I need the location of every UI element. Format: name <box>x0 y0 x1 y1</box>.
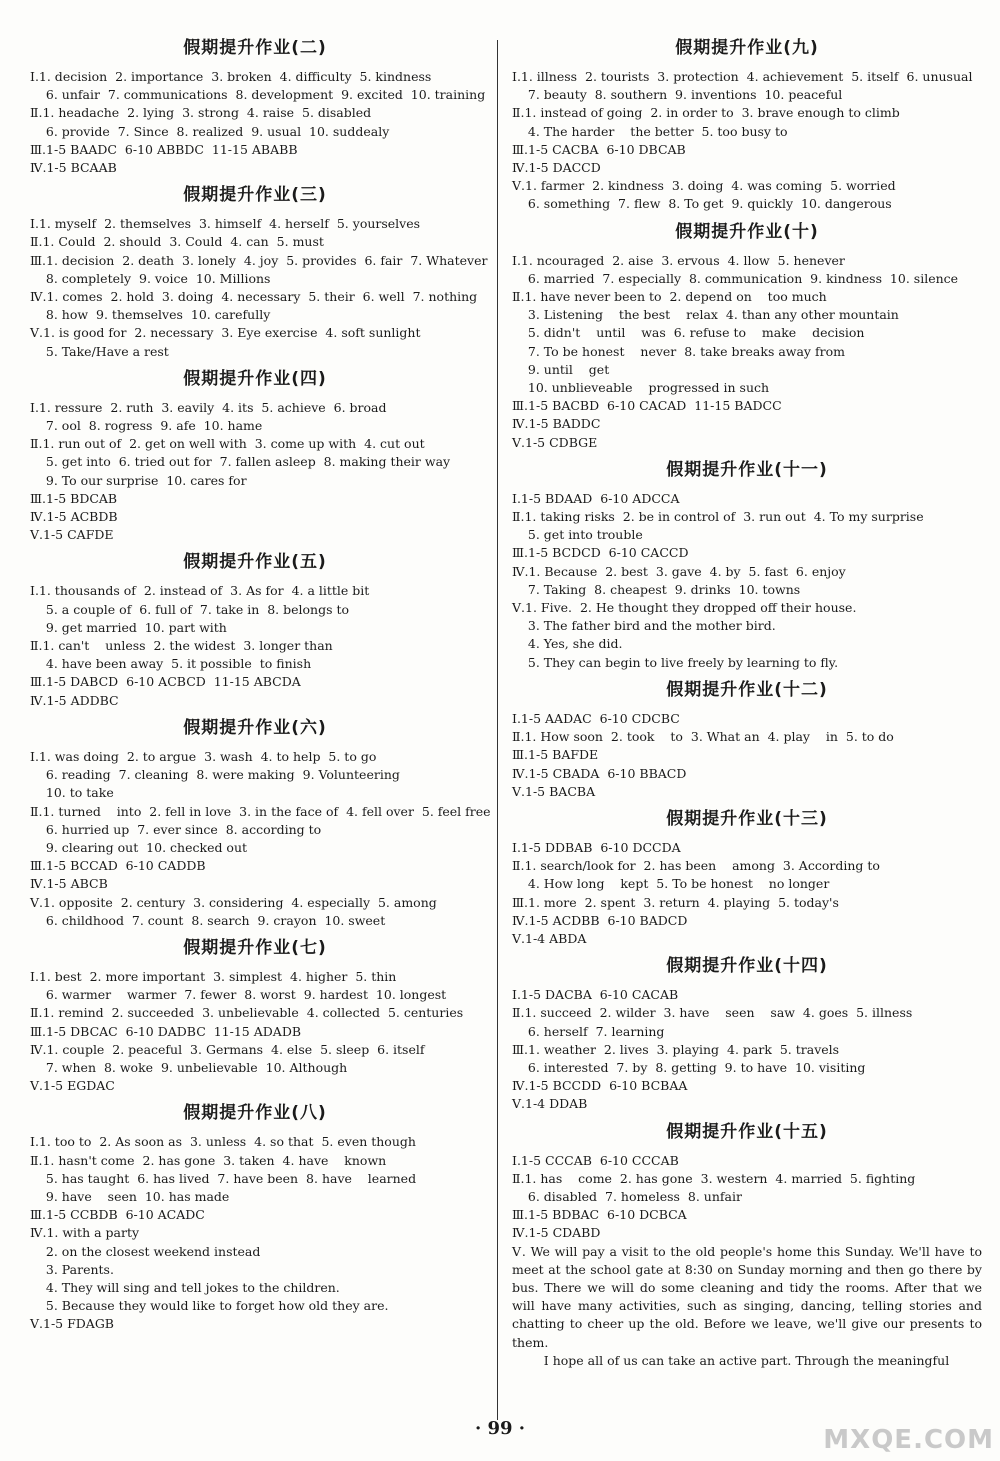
answer-line: Ⅰ.1. illness 2. tourists 3. protection 4. achievement 5. itself 6. unusual <box>512 69 973 84</box>
answer-line: Ⅲ.1-5 BAADC 6-10 ABBDC 11-15 ABABB <box>30 141 298 157</box>
answer-line: Ⅱ.1. have never been to 2. depend on too much <box>512 289 827 305</box>
answer-line: Ⅲ.1. decision 2. death 3. lonely 4. joy 5. provides 6. fair 7. Whatever <box>30 252 488 268</box>
answer-line: 9. To our surprise 10. cares for <box>30 472 247 488</box>
answer-line: 4. have been away 5. it possible to finish <box>30 656 312 672</box>
section-title: 假期提升作业(六) <box>183 717 327 738</box>
answer-line: 9. have seen 10. has made <box>30 1188 230 1204</box>
answer-line: 6. childhood 7. count 8. search 9. crayon 10. sweet <box>30 912 386 928</box>
answer-line: Ⅲ.1-5 BCDCD 6-10 CACCD <box>512 545 689 561</box>
answer-line: Ⅴ.1-5 EGDAC <box>30 1078 115 1094</box>
answer-line: 6. unfair 7. communications 8. development 9. excited 10. training <box>30 87 486 103</box>
answer-line: Ⅱ.1. turned into 2. fell in love 3. in the face of 4. fell over 5. feel free <box>30 803 491 819</box>
answer-line: Ⅳ.1. Because 2. best 3. gave 4. by 5. fast 6. enjoy <box>512 563 846 579</box>
answer-line: Ⅰ.1-5 CCCAB 6-10 CCCAB <box>512 1152 679 1168</box>
answer-line: 4. The harder the better 5. too busy to <box>512 123 788 139</box>
answer-line: 4. Yes, she did. <box>512 636 623 652</box>
answer-line: 4. How long kept 5. To be honest no longer <box>512 876 830 892</box>
answer-line: Ⅴ.1. farmer 2. kindness 3. doing 4. was coming 5. worried <box>512 178 896 194</box>
answer-line: Ⅲ.1-5 DBCAC 6-10 DADBC 11-15 ADADB <box>30 1023 302 1039</box>
answer-section <box>30 550 480 709</box>
section-title: 假期提升作业(九) <box>675 38 819 58</box>
answer-section <box>30 1101 480 1333</box>
answer-line: Ⅲ.1-5 CACBA 6-10 DBCAB <box>512 141 686 157</box>
answer-line: Ⅰ.1. too to 2. As soon as 3. unless 4. so that 5. even though <box>30 1134 416 1150</box>
answer-line: 6. reading 7. cleaning 8. were making 9. Volunteering <box>30 767 400 783</box>
answer-line: Ⅲ.1-5 BAFDE <box>512 747 599 763</box>
answer-line: 9. until get <box>512 361 610 377</box>
answer-section <box>30 183 488 361</box>
answer-line: 7. when 8. woke 9. unbelievable 10. Although <box>30 1059 348 1075</box>
answer-line: Ⅳ.1-5 ADDBC <box>30 692 119 708</box>
section-title: 假期提升作业(三) <box>183 185 327 206</box>
answer-line: 6. married 7. especially 8. communication 9. kindness 10. silence <box>512 270 959 286</box>
answer-line: Ⅳ.1-5 CDABD <box>512 1225 601 1241</box>
answer-line: Ⅱ.1. Could 2. should 3. Could 4. can 5. must <box>30 234 324 250</box>
answer-line: Ⅰ.1-5 BDAAD 6-10 ADCCA <box>512 490 680 506</box>
answer-line: Ⅴ.1. is good for 2. necessary 3. Eye exercise 4. soft sunlight <box>30 325 421 341</box>
answer-line: 6. hurried up 7. ever since 8. according to <box>30 821 322 837</box>
answer-line: 7. beauty 8. southern 9. inventions 10. peaceful <box>512 87 843 103</box>
answer-line: Ⅳ.1. comes 2. hold 3. doing 4. necessary 5. their 6. well 7. nothing <box>30 289 478 305</box>
section-title: 假期提升作业(十一) <box>666 459 828 480</box>
answer-line: 6. herself 7. learning <box>512 1023 665 1039</box>
answer-line: Ⅰ.1-5 DACBA 6-10 CACAB <box>512 987 679 1003</box>
answer-section <box>30 716 491 930</box>
answer-line: 6. disabled 7. homeless 8. unfair <box>512 1188 742 1204</box>
answer-section <box>30 936 480 1095</box>
essay-paragraph: Ⅴ. We will pay a visit to the old people's home this Sunday. We'll have to meet at the school gate at 8:30 on Sunday morning and then go there by bus. There we will do some cleaning and tidy the rooms. After that we will have many activities, such as singing, dancing, telling stories and chatting to cheer up the old. Before we leave, we'll give our presents to them. <box>512 1243 982 1350</box>
answer-line: 6. warmer warmer 7. fewer 8. worst 9. hardest 10. longest <box>30 987 447 1003</box>
answer-line: Ⅲ.1-5 BACBD 6-10 CACAD 11-15 BADCC <box>512 398 782 414</box>
answer-line: Ⅱ.1. headache 2. lying 3. strong 4. raise 5. disabled <box>30 105 372 121</box>
answer-line: Ⅱ.1. has come 2. has gone 3. western 4. married 5. fighting <box>512 1170 916 1186</box>
answer-line: 7. Taking 8. cheapest 9. drinks 10. towns <box>512 581 801 597</box>
answer-line: Ⅱ.1. taking risks 2. be in control of 3. run out 4. To my surprise <box>512 509 924 525</box>
answer-line: 6. provide 7. Since 8. realized 9. usual 10. suddealy <box>30 123 390 139</box>
answer-line: Ⅰ.1-5 AADAC 6-10 CDCBC <box>512 710 680 726</box>
site-watermark: MXQE.COM <box>823 1425 994 1455</box>
answer-line: 5. a couple of 6. full of 7. take in 8. belongs to <box>30 601 350 617</box>
answer-line: Ⅴ.1-5 CDBGE <box>512 434 598 450</box>
answer-line: Ⅱ.1. can't unless 2. the widest 3. longer than <box>30 638 333 654</box>
answer-line: Ⅲ.1-5 BCCAD 6-10 CADDB <box>30 858 206 874</box>
answer-line: 5. get into 6. tried out for 7. fallen asleep 8. making their way <box>30 454 451 470</box>
answer-line: 10. unblieveable progressed in such <box>512 380 770 396</box>
answer-section <box>512 954 982 1113</box>
section-title: 假期提升作业(十五) <box>666 1121 828 1142</box>
answer-section <box>512 678 982 801</box>
answer-section <box>512 807 982 948</box>
answer-line: Ⅱ.1. instead of going 2. in order to 3. brave enough to climb <box>512 105 900 121</box>
answer-line: Ⅱ.1. How soon 2. took to 3. What an 4. play in 5. to do <box>512 729 894 745</box>
answer-line: Ⅲ.1. weather 2. lives 3. playing 4. park 5. travels <box>512 1041 840 1057</box>
answer-line: Ⅳ.1-5 BCCDD 6-10 BCBAA <box>512 1078 688 1094</box>
section-title: 假期提升作业(八) <box>183 1103 327 1124</box>
answer-line: 8. completely 9. voice 10. Millions <box>30 270 271 286</box>
answer-section <box>30 367 480 545</box>
answer-line: 5. didn't until was 6. refuse to make decision <box>512 325 865 341</box>
answer-line: 7. To be honest never 8. take breaks away from <box>512 343 845 359</box>
answer-line: 7. ool 8. rogress 9. afe 10. hame <box>30 418 263 434</box>
answer-line: Ⅳ.1-5 ABCB <box>30 876 108 892</box>
answer-line: Ⅲ.1-5 DABCD 6-10 ACBCD 11-15 ABCDA <box>30 674 301 690</box>
answer-line: Ⅲ.1-5 BDBAC 6-10 DCBCA <box>512 1207 687 1223</box>
section-title: 假期提升作业(五) <box>183 552 327 573</box>
answer-line: Ⅰ.1. best 2. more important 3. simplest 4. higher 5. thin <box>30 968 397 984</box>
answer-line: Ⅳ.1. with a party <box>30 1225 140 1241</box>
answer-line: 8. how 9. themselves 10. carefully <box>30 307 271 323</box>
answer-line: Ⅰ.1. thousands of 2. instead of 3. As for 4. a little bit <box>30 583 370 599</box>
section-title: 假期提升作业(十二) <box>666 679 828 700</box>
answer-line: Ⅳ.1-5 BCAAB <box>30 160 117 176</box>
answer-line: Ⅰ.1. myself 2. themselves 3. himself 4. herself 5. yourselves <box>30 216 421 232</box>
answer-line: Ⅰ.1. ressure 2. ruth 3. eavily 4. its 5. achieve 6. broad <box>30 399 387 415</box>
answer-line: Ⅴ.1-5 BACBA <box>512 783 596 799</box>
answer-line: Ⅲ.1-5 CCBDB 6-10 ACADC <box>30 1207 205 1223</box>
answer-line: 6. interested 7. by 8. getting 9. to have 10. visiting <box>512 1059 866 1075</box>
answer-line: Ⅳ.1-5 ACBDB <box>30 509 118 525</box>
answer-line: 5. has taught 6. has lived 7. have been 8. have learned <box>30 1170 417 1186</box>
answer-line: Ⅳ.1-5 DACCD <box>512 160 601 176</box>
answer-line: Ⅴ.1-4 ABDA <box>512 930 587 946</box>
answer-line: Ⅰ.1-5 DDBAB 6-10 DCCDA <box>512 839 681 855</box>
answer-line: Ⅱ.1. run out of 2. get on well with 3. come up with 4. cut out <box>30 436 425 452</box>
section-title: 假期提升作业(十四) <box>666 956 828 977</box>
answer-line: 2. on the closest weekend instead <box>30 1243 261 1259</box>
answer-line: Ⅳ.1. couple 2. peaceful 3. Germans 4. else 5. sleep 6. itself <box>30 1041 425 1057</box>
answer-line: Ⅱ.1. search/look for 2. has been among 3. According to <box>512 858 880 874</box>
answer-line: 3. The father bird and the mother bird. <box>512 618 776 634</box>
answer-line: 10. to take <box>30 785 114 801</box>
answer-line: 9. clearing out 10. checked out <box>30 839 248 855</box>
answer-line: Ⅴ.1-4 DDAB <box>512 1096 588 1112</box>
answer-line: Ⅲ.1-5 BDCAB <box>30 490 118 506</box>
answer-section <box>30 36 486 177</box>
answer-line: 6. something 7. flew 8. To get 9. quickly 10. dangerous <box>512 196 892 212</box>
left-column <box>30 30 491 1334</box>
answer-line: Ⅴ.1-5 CAFDE <box>30 527 114 543</box>
answer-line: Ⅴ.1. Five. 2. He thought they dropped off their house. <box>512 600 857 616</box>
answer-line: 3. Parents. <box>30 1261 114 1277</box>
essay-closing-line: I hope all of us can take an active part. Through the meaningful <box>512 1352 950 1368</box>
answer-section <box>512 458 982 672</box>
answer-line: 5. They can begin to live freely by learning to fly. <box>512 654 839 670</box>
answer-line: 9. get married 10. part with <box>30 619 227 635</box>
answer-line: 4. They will sing and tell jokes to the children. <box>30 1279 340 1295</box>
page-number: · 99 · <box>474 1418 526 1439</box>
answer-line: Ⅰ.1. was doing 2. to argue 3. wash 4. to help 5. to go <box>30 748 377 764</box>
answer-section <box>512 36 982 214</box>
answer-line: 3. Listening the best relax 4. than any other mountain <box>512 307 899 323</box>
section-title: 假期提升作业(七) <box>183 937 327 958</box>
answer-line: Ⅲ.1. more 2. spent 3. return 4. playing 5. today's <box>512 894 839 910</box>
answer-line: Ⅱ.1. hasn't come 2. has gone 3. taken 4. have known <box>30 1152 387 1168</box>
section-title: 假期提升作业(二) <box>183 38 327 58</box>
answer-line: 5. Because they would like to forget how old they are. <box>30 1298 389 1314</box>
answer-line: Ⅳ.1-5 ACDBB 6-10 BADCD <box>512 912 688 928</box>
answer-line: Ⅱ.1. remind 2. succeeded 3. unbelievable 4. collected 5. centuries <box>30 1005 464 1021</box>
section-title: 假期提升作业(四) <box>183 368 327 389</box>
answer-line: Ⅴ.1. opposite 2. century 3. considering 4. especially 5. among <box>30 894 437 910</box>
section-title: 假期提升作业(十) <box>675 221 819 242</box>
answer-section <box>512 220 982 452</box>
answer-section <box>512 1120 982 1370</box>
section-title: 假期提升作业(十三) <box>666 808 828 829</box>
answer-line: Ⅱ.1. succeed 2. wilder 3. have seen saw 4. goes 5. illness <box>512 1005 913 1021</box>
answer-line: Ⅴ.1-5 FDAGB <box>30 1316 114 1332</box>
answer-line: 5. Take/Have a rest <box>30 343 169 359</box>
column-divider <box>497 40 498 1420</box>
answer-line: 5. get into trouble <box>512 527 643 543</box>
answer-line: Ⅳ.1-5 BADDC <box>512 416 601 432</box>
answer-line: Ⅰ.1. decision 2. importance 3. broken 4. difficulty 5. kindness <box>30 69 432 84</box>
answer-line: Ⅰ.1. ncouraged 2. aise 3. ervous 4. llow 5. henever <box>512 252 845 268</box>
right-column <box>512 30 982 1370</box>
answer-line: Ⅳ.1-5 CBADA 6-10 BBACD <box>512 765 687 781</box>
